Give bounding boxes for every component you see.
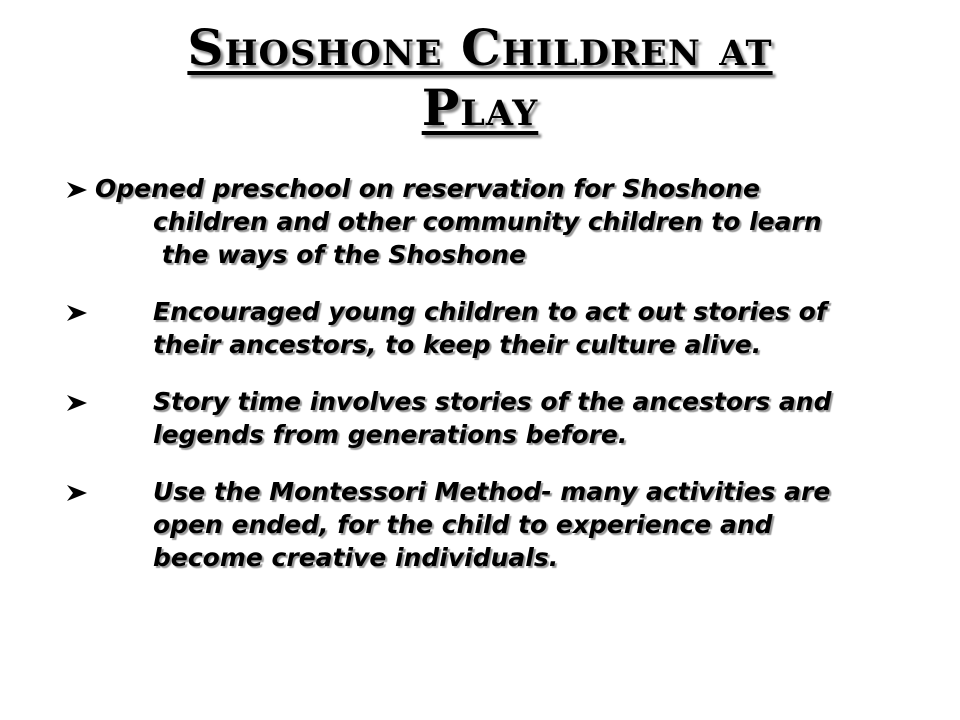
bullet-item bbox=[65, 385, 885, 451]
bullet-item bbox=[65, 172, 885, 271]
bullet-text: Use the Montessori Method- many activities are open ended, for the child to experience and become creative individuals. bbox=[153, 477, 831, 572]
title-line-2: Play bbox=[421, 78, 539, 137]
bullet-item bbox=[65, 475, 885, 574]
arrowhead-bullet-icon bbox=[65, 483, 89, 503]
bullet-text: Encouraged young children to act out stories of their ancestors, to keep their culture alive. bbox=[153, 297, 827, 359]
bullet-line: Opened preschool on reservation for Shoshone bbox=[95, 174, 760, 203]
slide-title bbox=[80, 18, 880, 138]
title-line-1: Shoshone Children at bbox=[187, 18, 773, 77]
bullet-item bbox=[65, 295, 885, 361]
arrowhead-bullet-icon bbox=[65, 393, 89, 413]
bullet-text: Story time involves stories of the ancestors and legends from generations before. bbox=[153, 387, 832, 449]
bullet-list bbox=[65, 172, 885, 598]
bullet-line: the ways of the Shoshone bbox=[153, 240, 526, 269]
arrowhead-bullet-icon bbox=[65, 303, 89, 323]
bullet-line: children and other community children to learn bbox=[153, 207, 822, 236]
arrowhead-bullet-icon bbox=[65, 180, 89, 200]
bullet-text bbox=[65, 172, 885, 271]
